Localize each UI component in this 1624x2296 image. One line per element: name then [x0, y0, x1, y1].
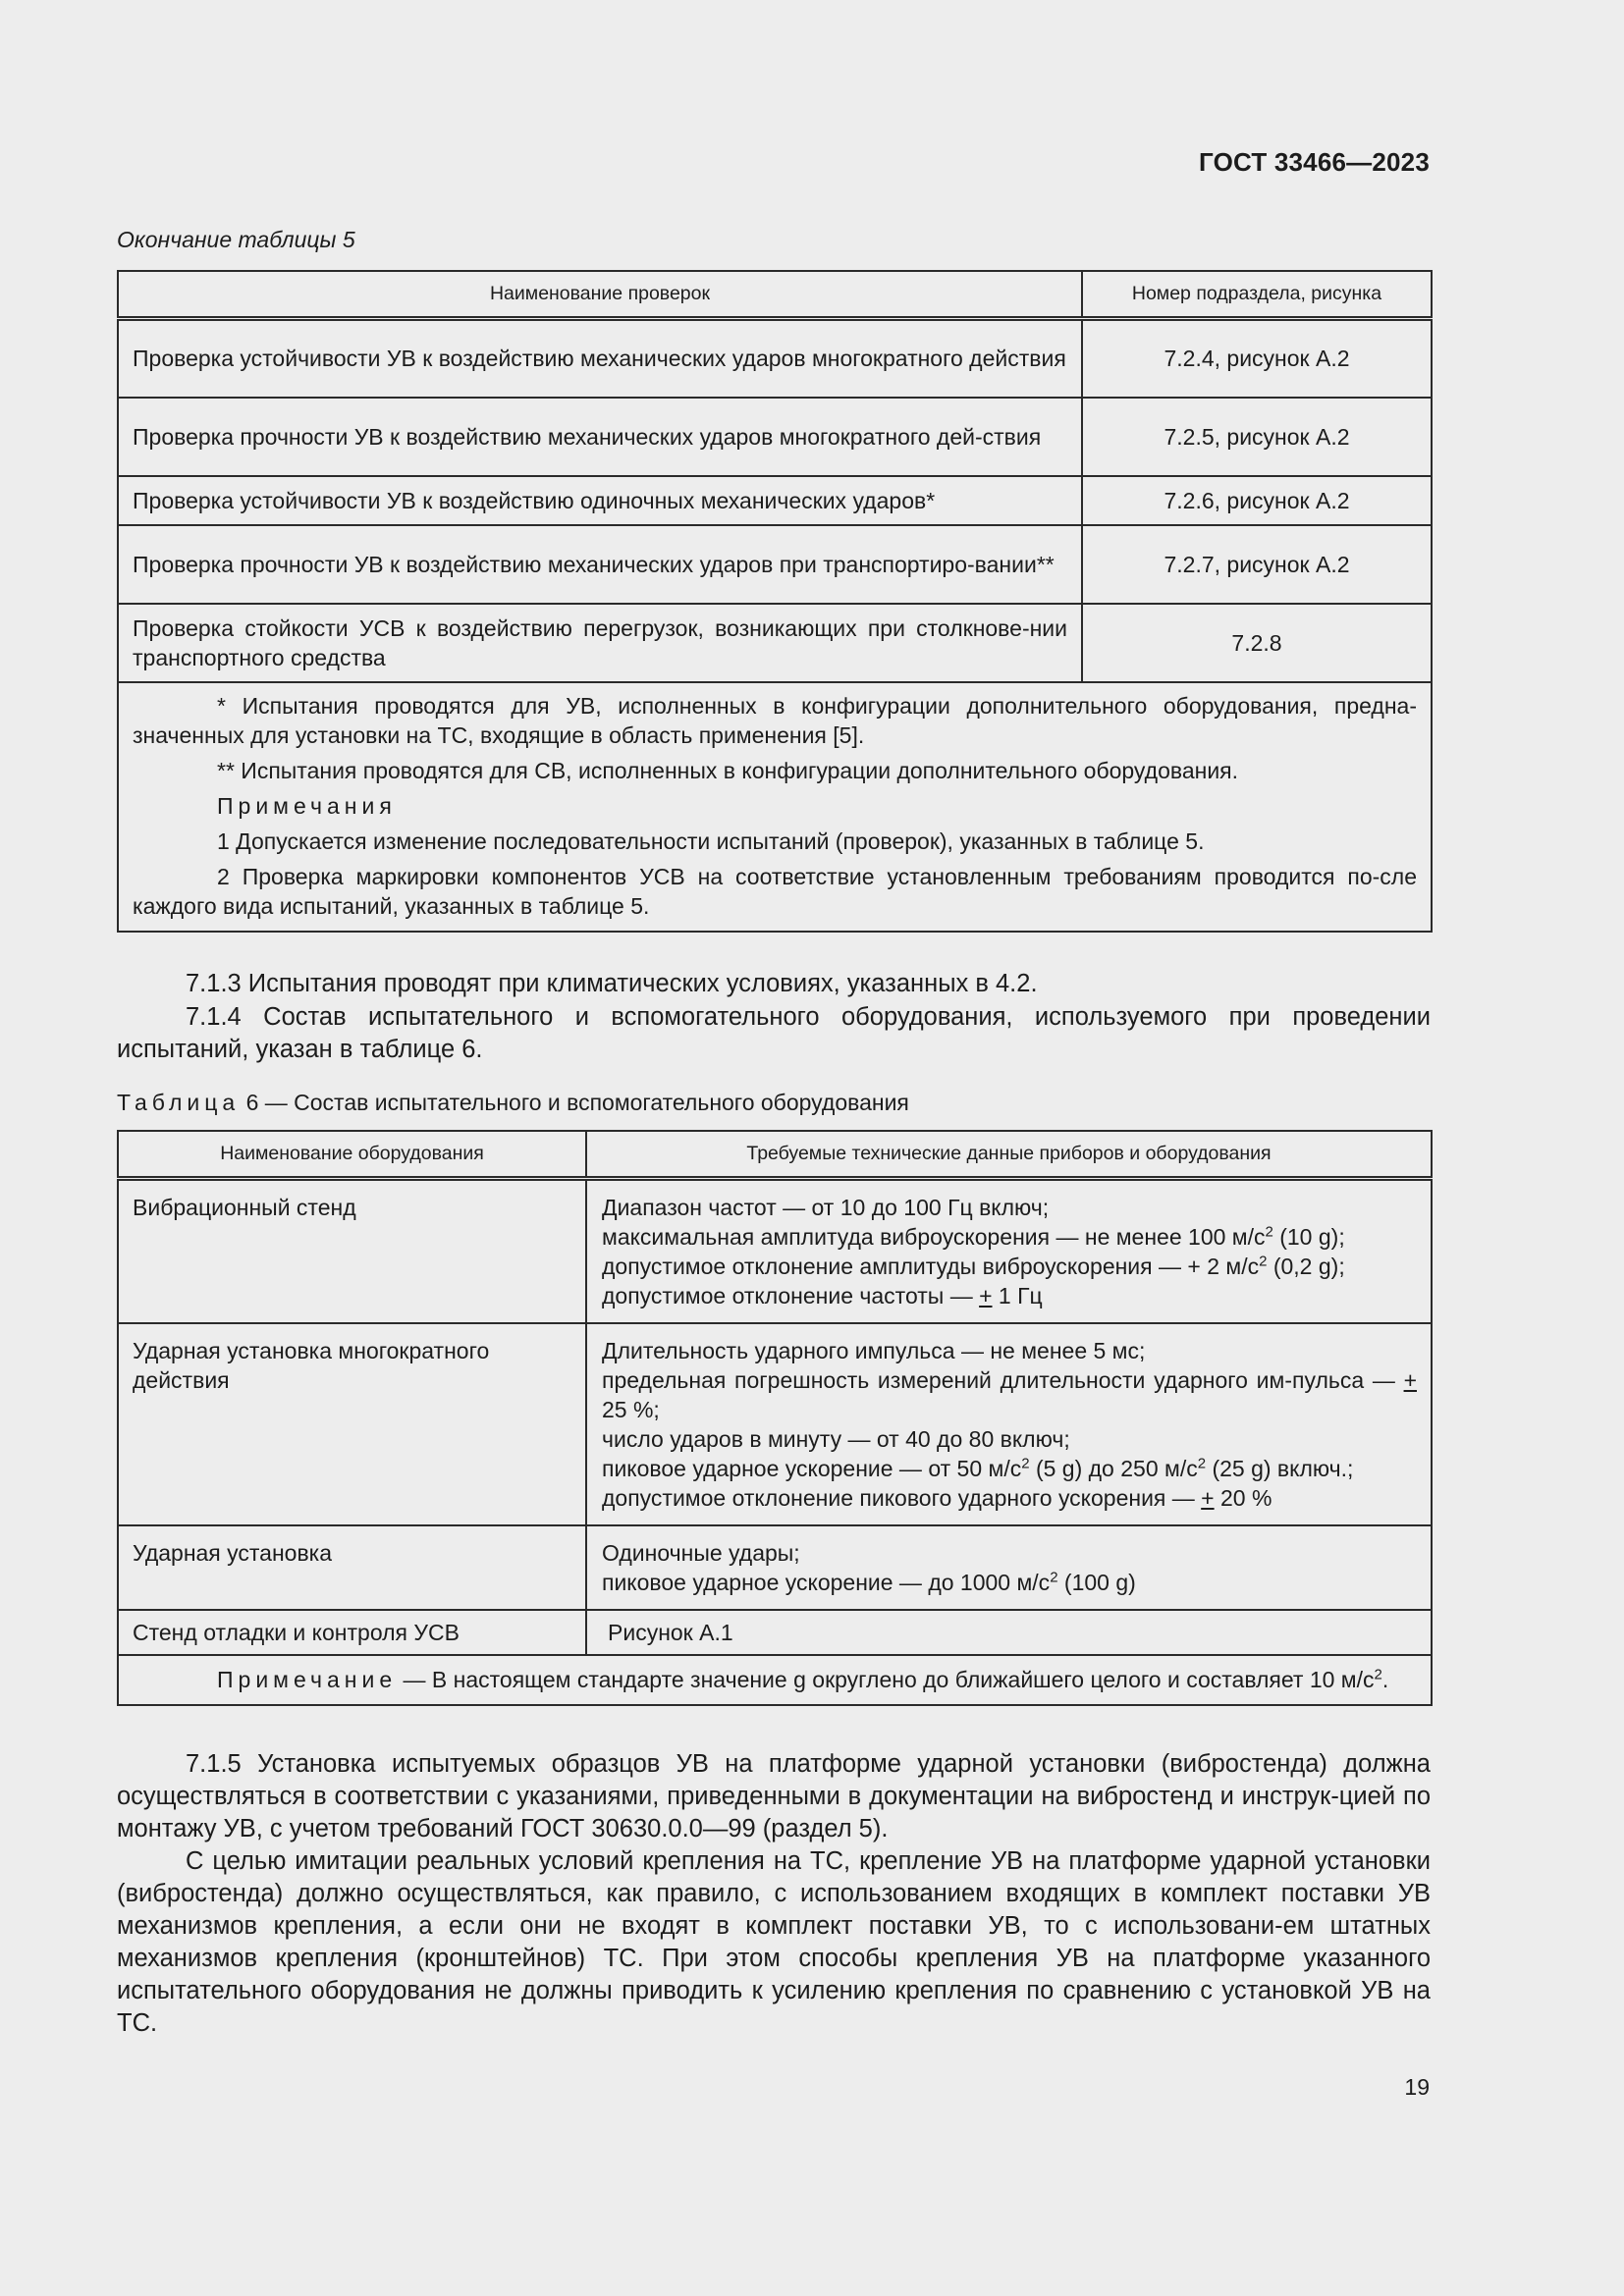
table6-note-label: Примечание — [217, 1667, 398, 1692]
spec-line: Длительность ударного импульса — не менее 5 мс; — [602, 1338, 1146, 1363]
spec-line: Диапазон частот — от 10 до 100 Гц включ; — [602, 1195, 1050, 1220]
paragraph-7-1-4 — [117, 1001, 1431, 1066]
table-row — [118, 398, 1432, 476]
table5-ref-cell: 7.2.6, рисунок А.2 — [1082, 476, 1432, 525]
paragraph-7-1-3 — [117, 968, 1431, 1000]
table6-note: Примечание — В настоящем стандарте значение g округлено до ближайшего целого и составляет 10 $м/с^2$. — [217, 1666, 1389, 1692]
spec-line: допустимое отклонение амплитуды виброускорения — + 2 $м/с^2$ (0,2 g); — [602, 1253, 1345, 1279]
table-5 — [117, 270, 1433, 933]
paragraph-7-1-5-text: 7.1.5 Установка испытуемых образцов УВ на платформе ударной установки (вибростенда) должна осуществляться в соответствии с указаниями, приведенными в документации на вибростенд и инструк-цией по монтажу УВ, с учетом требований ГОСТ 30630.0.0—99 (раздел 5). — [117, 1750, 1431, 1842]
table5-check-cell: Проверка прочности УВ к воздействию механических ударов при транспортиро-вании** — [118, 525, 1082, 604]
standard-header: ГОСТ 33466—2023 — [1199, 147, 1430, 177]
table5-note-1: 1 Допускается изменение последовательности испытаний (проверок), указанных в таблице 5. — [217, 828, 1205, 854]
table5-notes-row — [118, 682, 1432, 932]
table5-footnote-2: ** Испытания проводятся для СВ, исполненных в конфигурации дополнительного оборудования. — [217, 757, 1239, 783]
table6-specs-cell — [586, 1525, 1432, 1610]
table5-ref-cell: 7.2.4, рисунок А.2 — [1082, 319, 1432, 398]
table5-check-cell: Проверка устойчивости УВ к воздействию механических ударов многократного действия — [118, 319, 1082, 398]
table6-note-row — [118, 1655, 1432, 1705]
table-row — [118, 1610, 1432, 1655]
table5-check-cell: Проверка прочности УВ к воздействию механических ударов многократного дей-ствия — [118, 398, 1082, 476]
table5-header-row — [118, 271, 1432, 319]
table6-header-row — [118, 1131, 1432, 1179]
table5-ref-cell: 7.2.5, рисунок А.2 — [1082, 398, 1432, 476]
paragraph-7-1-5 — [117, 1748, 1431, 1845]
table5-continuation-caption: Окончание таблицы 5 — [117, 227, 355, 252]
table-6 — [117, 1130, 1433, 1706]
spec-line: пиковое ударное ускорение — до 1000 $м/с^2$ (100 g) — [602, 1569, 1136, 1595]
spec-line: число ударов в минуту — от 40 до 80 включ; — [602, 1426, 1070, 1452]
table-row — [118, 1323, 1432, 1525]
table6-caption-label: Таблица — [117, 1090, 241, 1115]
table6-specs-cell — [586, 1323, 1432, 1525]
table5-note-2: 2 Проверка маркировки компонентов УСВ на соответствие установленным требованиям проводится по-сле каждого вида испытаний, указанных в таблице 5. — [133, 863, 1417, 919]
table6-equipment-cell: Вибрационный стенд — [118, 1179, 586, 1324]
spec-line: максимальная амплитуда виброускорения — не менее 100 $м/с^2$ (10 g); — [602, 1223, 1345, 1250]
table5-notes-title: Примечания — [217, 792, 397, 819]
table-row — [118, 525, 1432, 604]
table-row — [118, 319, 1432, 398]
table5-col2-header: Номер подраздела, рисунка — [1082, 271, 1432, 319]
paragraph-7-1-3-text: 7.1.3 Испытания проводят при климатических условиях, указанных в 4.2. — [186, 970, 1038, 997]
table-row — [118, 604, 1432, 682]
table5-check-cell: Проверка стойкости УСВ к воздействию перегрузок, возникающих при столкнове-нии транспортного средства — [118, 604, 1082, 682]
table6-specs-cell — [586, 1179, 1432, 1324]
paragraph-mounting-text: С целью имитации реальных условий крепления на ТС, крепление УВ на платформе ударной установки (вибростенда) должно осуществляться, как правило, с использованием входящих в комплект поставки УВ механизмов крепления, а если они не входят в комплект поставки УВ, то с использовани-ем штатных механизмов крепления (кронштейнов) ТС. При этом способы крепления УВ на платформе указанного испытательного оборудования не должны приводить к усилению крепления по сравнению с установкой УВ на ТС. — [117, 1847, 1431, 2037]
table5-ref-cell: 7.2.7, рисунок А.2 — [1082, 525, 1432, 604]
table5-ref-cell: 7.2.8 — [1082, 604, 1432, 682]
table6-equipment-cell: Ударная установка многократного действия — [118, 1323, 586, 1525]
table6-col1-header: Наименование оборудования — [118, 1131, 586, 1179]
table-row — [118, 1179, 1432, 1324]
spec-line: допустимое отклонение частоты — + 1 Гц — [602, 1283, 1043, 1308]
spec-line: предельная погрешность измерений длительности ударного им-пульса — + 25 %; — [602, 1367, 1417, 1422]
paragraph-mounting — [117, 1845, 1431, 2040]
table6-equipment-cell: Стенд отладки и контроля УСВ — [118, 1610, 586, 1655]
table-row — [118, 476, 1432, 525]
paragraph-7-1-4-text: 7.1.4 Состав испытательного и вспомогательного оборудования, используемого при проведении испытаний, указан в таблице 6. — [117, 1003, 1431, 1063]
spec-line: пиковое ударное ускорение — от 50 $м/с^2$ (5 g) до 250 $м/с^2$ (25 g) включ.; — [602, 1455, 1354, 1481]
table6-caption-title: 6 — Состав испытательного и вспомогательного оборудования — [240, 1090, 909, 1115]
table-row — [118, 1525, 1432, 1610]
page-number: 19 — [1404, 2074, 1430, 2100]
table5-check-cell: Проверка устойчивости УВ к воздействию одиночных механических ударов* — [118, 476, 1082, 525]
spec-line: допустимое отклонение пикового ударного ускорения — + 20 % — [602, 1485, 1272, 1511]
table5-notes-cell — [118, 682, 1432, 932]
spec-line: Одиночные удары; — [602, 1540, 800, 1566]
table5-col1-header: Наименование проверок — [118, 271, 1082, 319]
table6-caption — [117, 1090, 909, 1116]
table6-col2-header: Требуемые технические данные приборов и оборудования — [586, 1131, 1432, 1179]
table5-footnote-1: * Испытания проводятся для УВ, исполненных в конфигурации дополнительного оборудования, предна-значенных для установки на ТС, входящие в область применения [5]. — [133, 692, 1417, 748]
table6-note-cell — [118, 1655, 1432, 1705]
table6-specs-cell: Рисунок А.1 — [586, 1610, 1432, 1655]
table6-equipment-cell: Ударная установка — [118, 1525, 586, 1610]
